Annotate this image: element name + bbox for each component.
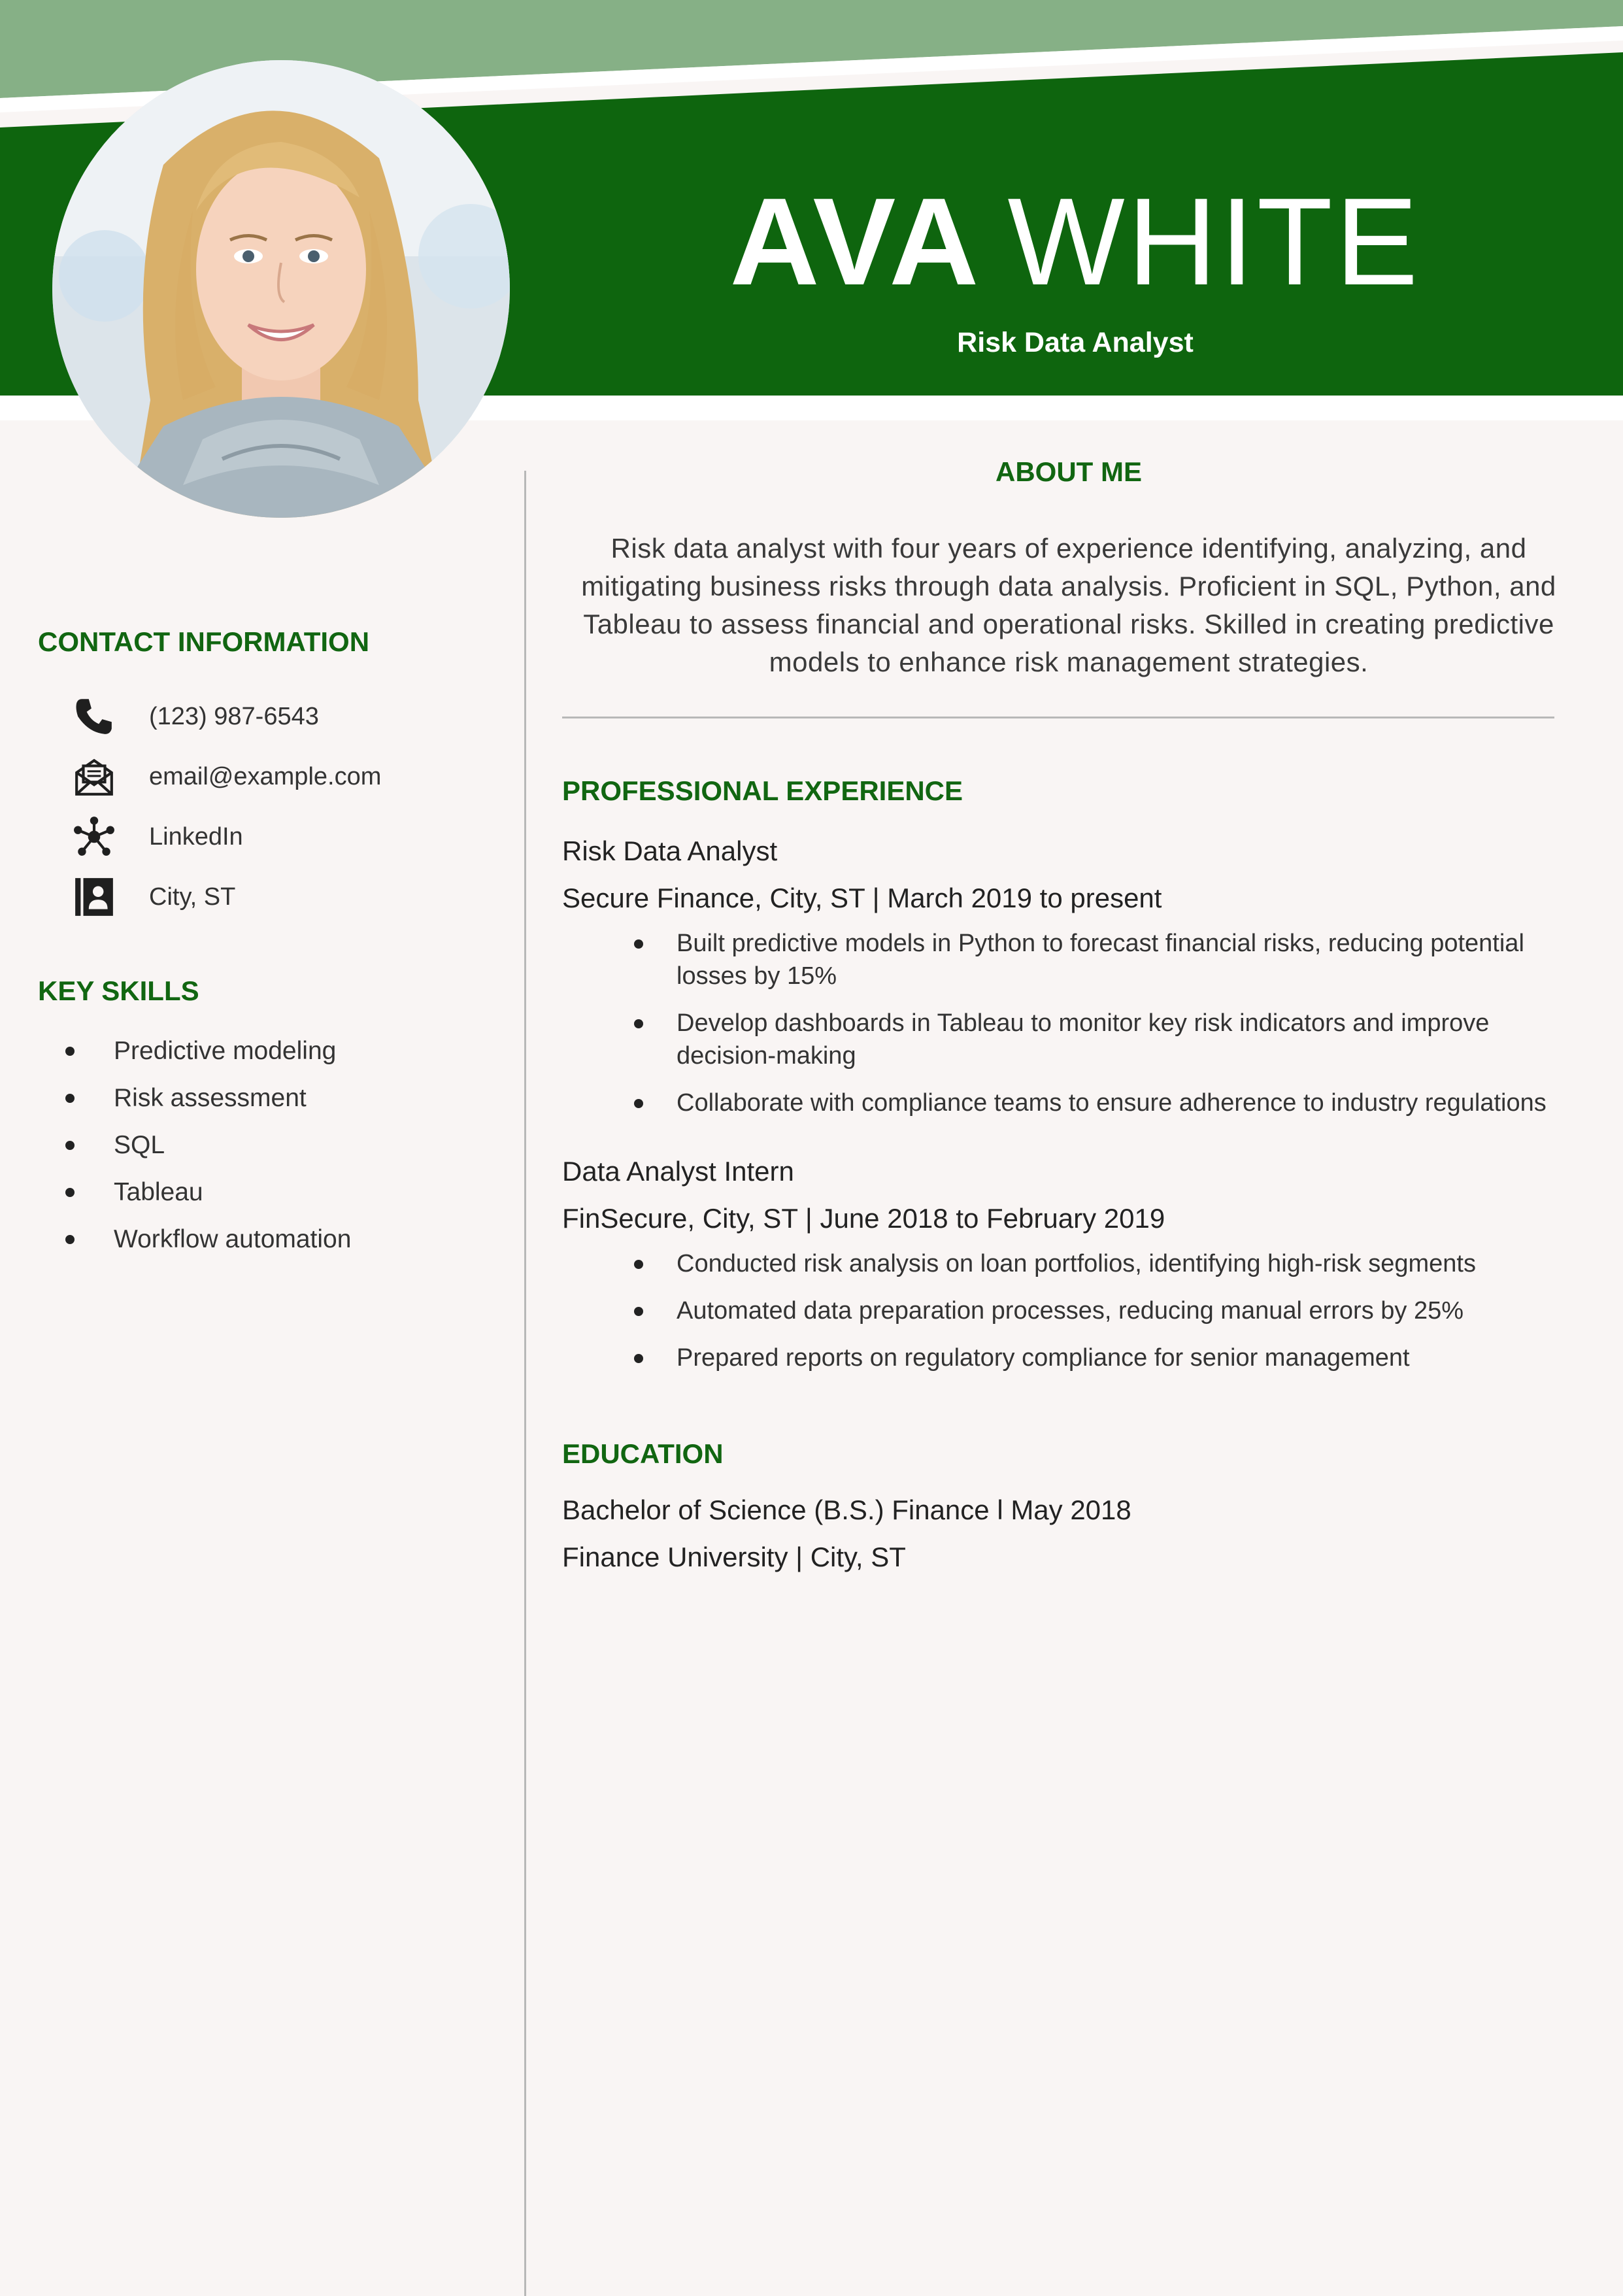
profile-photo [52,60,510,518]
job-bullet [562,1247,1582,1280]
network-icon [71,813,118,860]
skill-text: Tableau [114,1178,203,1206]
envelope-icon [71,753,118,800]
bullet-dot [634,1354,643,1363]
bullet-dot [634,1307,643,1316]
job-title: Risk Data Analyst [957,327,1194,358]
contact-location [71,867,381,927]
skill-item [65,1122,351,1169]
bullet-dot [634,939,643,949]
job-bullet [562,927,1582,992]
skill-text: Risk assessment [114,1084,307,1112]
job-bullet-text: Conducted risk analysis on loan portfolios, identifying high-risk segments [677,1250,1476,1277]
skills-section-title: KEY SKILLS [38,975,199,1006]
skill-item [65,1169,351,1216]
job-meta: Secure Finance, City, ST | March 2019 to present [562,883,1162,913]
contact-location-text: City, ST [149,883,236,911]
job-entry [562,1148,1582,1389]
contact-email [71,747,381,807]
bullet-dot [65,1094,75,1103]
contact-email-text: email@example.com [149,762,382,790]
about-text: Risk data analyst with four years of experience identifying, analyzing, and mitigating business risks through data analysis. Proficient in SQL, Python, and Tableau to assess financial and operational risks. Skilled in creating predictive models to enhance risk management strategies. [581,533,1556,677]
phone-icon [71,693,118,740]
job-bullets [562,927,1582,1119]
job-bullet-text: Collaborate with compliance teams to ensure adherence to industry regulations [677,1089,1547,1117]
bullet-dot [65,1188,75,1197]
bullet-dot [634,1099,643,1108]
job-bullet-text: Develop dashboards in Tableau to monitor key risk indicators and improve decision-making [677,1009,1490,1070]
job-bullet [562,1294,1582,1327]
skill-text: Predictive modeling [114,1037,337,1065]
bullet-dot [65,1235,75,1244]
skill-item [65,1216,351,1263]
skill-text: Workflow automation [114,1225,352,1253]
about-divider [562,717,1554,718]
job-role: Data Analyst Intern [562,1156,794,1187]
contact-phone [71,686,381,747]
last-name: WHITE [1007,173,1421,311]
contact-linkedin-text: LinkedIn [149,822,243,851]
contact-phone-text: (123) 987-6543 [149,702,319,730]
candidate-name [654,173,1497,311]
job-bullet [562,1007,1582,1072]
education-school: Finance University | City, ST [562,1542,906,1572]
first-name: AVA [729,173,982,311]
contact-linkedin [71,807,381,867]
job-meta: FinSecure, City, ST | June 2018 to February 2019 [562,1203,1165,1234]
job-bullet-text: Prepared reports on regulatory compliance for senior management [677,1344,1410,1372]
bullet-dot [634,1019,643,1028]
column-divider [524,471,526,2296]
job-bullet-text: Automated data preparation processes, reducing manual errors by 25% [677,1297,1464,1325]
skill-text: SQL [114,1131,165,1159]
skills-list [65,1028,351,1263]
job-bullet [562,1087,1582,1119]
job-bullet [562,1342,1582,1374]
education-degree: Bachelor of Science (B.S.) Finance l May 2018 [562,1494,1131,1525]
experience-section-title: PROFESSIONAL EXPERIENCE [562,775,963,806]
skill-item [65,1075,351,1122]
education-section-title: EDUCATION [562,1438,724,1469]
job-role: Risk Data Analyst [562,836,778,866]
contact-section-title: CONTACT INFORMATION [38,626,370,657]
bullet-dot [65,1047,75,1056]
job-bullets [562,1247,1582,1374]
bullet-dot [65,1141,75,1150]
about-section-title: ABOUT ME [996,456,1142,487]
bullet-dot [634,1260,643,1269]
skill-item [65,1028,351,1075]
job-bullet-text: Built predictive models in Python to forecast financial risks, reducing potential losses by 15% [677,930,1524,990]
job-entry [562,828,1582,1134]
address-book-icon [71,873,118,920]
contact-list [71,686,381,927]
